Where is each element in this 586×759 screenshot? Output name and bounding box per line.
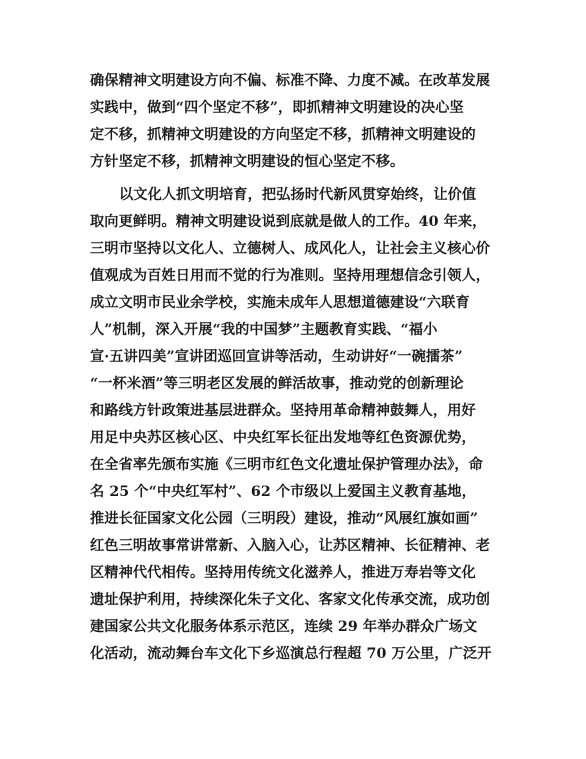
paragraph-line: 和路线方针政策进基层进群众。坚持用革命精神鼓舞人，用好 [90, 403, 476, 419]
paragraph-line: 红色三明故事常讲常新、入脑入心，让苏区精神、长征精神、老 [90, 538, 491, 554]
paragraph-line: “一杯米酒”等三明老区发展的鲜活故事，推动党的创新理论 [90, 376, 464, 392]
paragraph-line: 用足中央苏区核心区、中央红军长征出发地等红色资源优势， [90, 430, 476, 446]
paragraph-line: 推进长征国家文化公园（三明段）建设，推动“风展红旗如画” [90, 511, 478, 527]
paragraph-line: 建国家公共文化服务体系示范区，连续 29 年举办群众广场文 [90, 619, 478, 635]
paragraph-line: 遗址保护利用，持续深化朱子文化、客家文化传承交流，成功创 [90, 592, 491, 608]
paragraph-line: 取向更鲜明。精神文明建设说到底就是做人的工作。40 年来， [90, 214, 487, 230]
paragraph-line: 宣·五讲四美”宣讲团巡回宣讲等活动，生动讲好“一碗擂茶” [90, 349, 463, 365]
paragraph-line: 人”机制，深入开展“我的中国梦”主题教育实践、“福小 [90, 322, 438, 338]
paragraph-line: 区精神代代相传。坚持用传统文化滋养人，推进万寿岩等文化 [90, 565, 476, 581]
paragraph-line: 定不移，抓精神文明建设的方向坚定不移，抓精神文明建设的 [90, 127, 476, 143]
paragraph-line: 在全省率先颁布实施《三明市红色文化遗址保护管理办法》，命 [90, 457, 483, 473]
paragraph-line: 方针坚定不移，抓精神文明建设的恒心坚定不移。 [90, 154, 405, 170]
paragraph-line: 以文化人抓文明培育，把弘扬时代新风贯穿始终，让价值 [119, 187, 477, 203]
paragraph-line: 值观成为百姓日用而不觉的行为准则。坚持用理想信念引领人， [90, 268, 491, 284]
paragraph-line: 名 25 个“中央红军村”、62 个市级以上爱国主义教育基地， [90, 484, 476, 500]
paragraph-line: 确保精神文明建设方向不偏、标准不降、力度不减。在改革发展 [90, 73, 491, 89]
paragraph-line: 三明市坚持以文化人、立德树人、成风化人，让社会主义核心价 [90, 241, 491, 257]
paragraph-2 [90, 182, 500, 668]
paragraph-line: 成立文明市民业余学校，实施未成年人思想道德建设“六联育 [90, 295, 470, 311]
paragraph-line: 化活动，流动舞台车文化下乡巡演总行程超 70 万公里，广泛开 [90, 646, 492, 662]
paragraph-line: 实践中，做到“四个坚定不移”，即抓精神文明建设的决心坚 [90, 100, 464, 116]
paragraph-1 [90, 68, 500, 176]
